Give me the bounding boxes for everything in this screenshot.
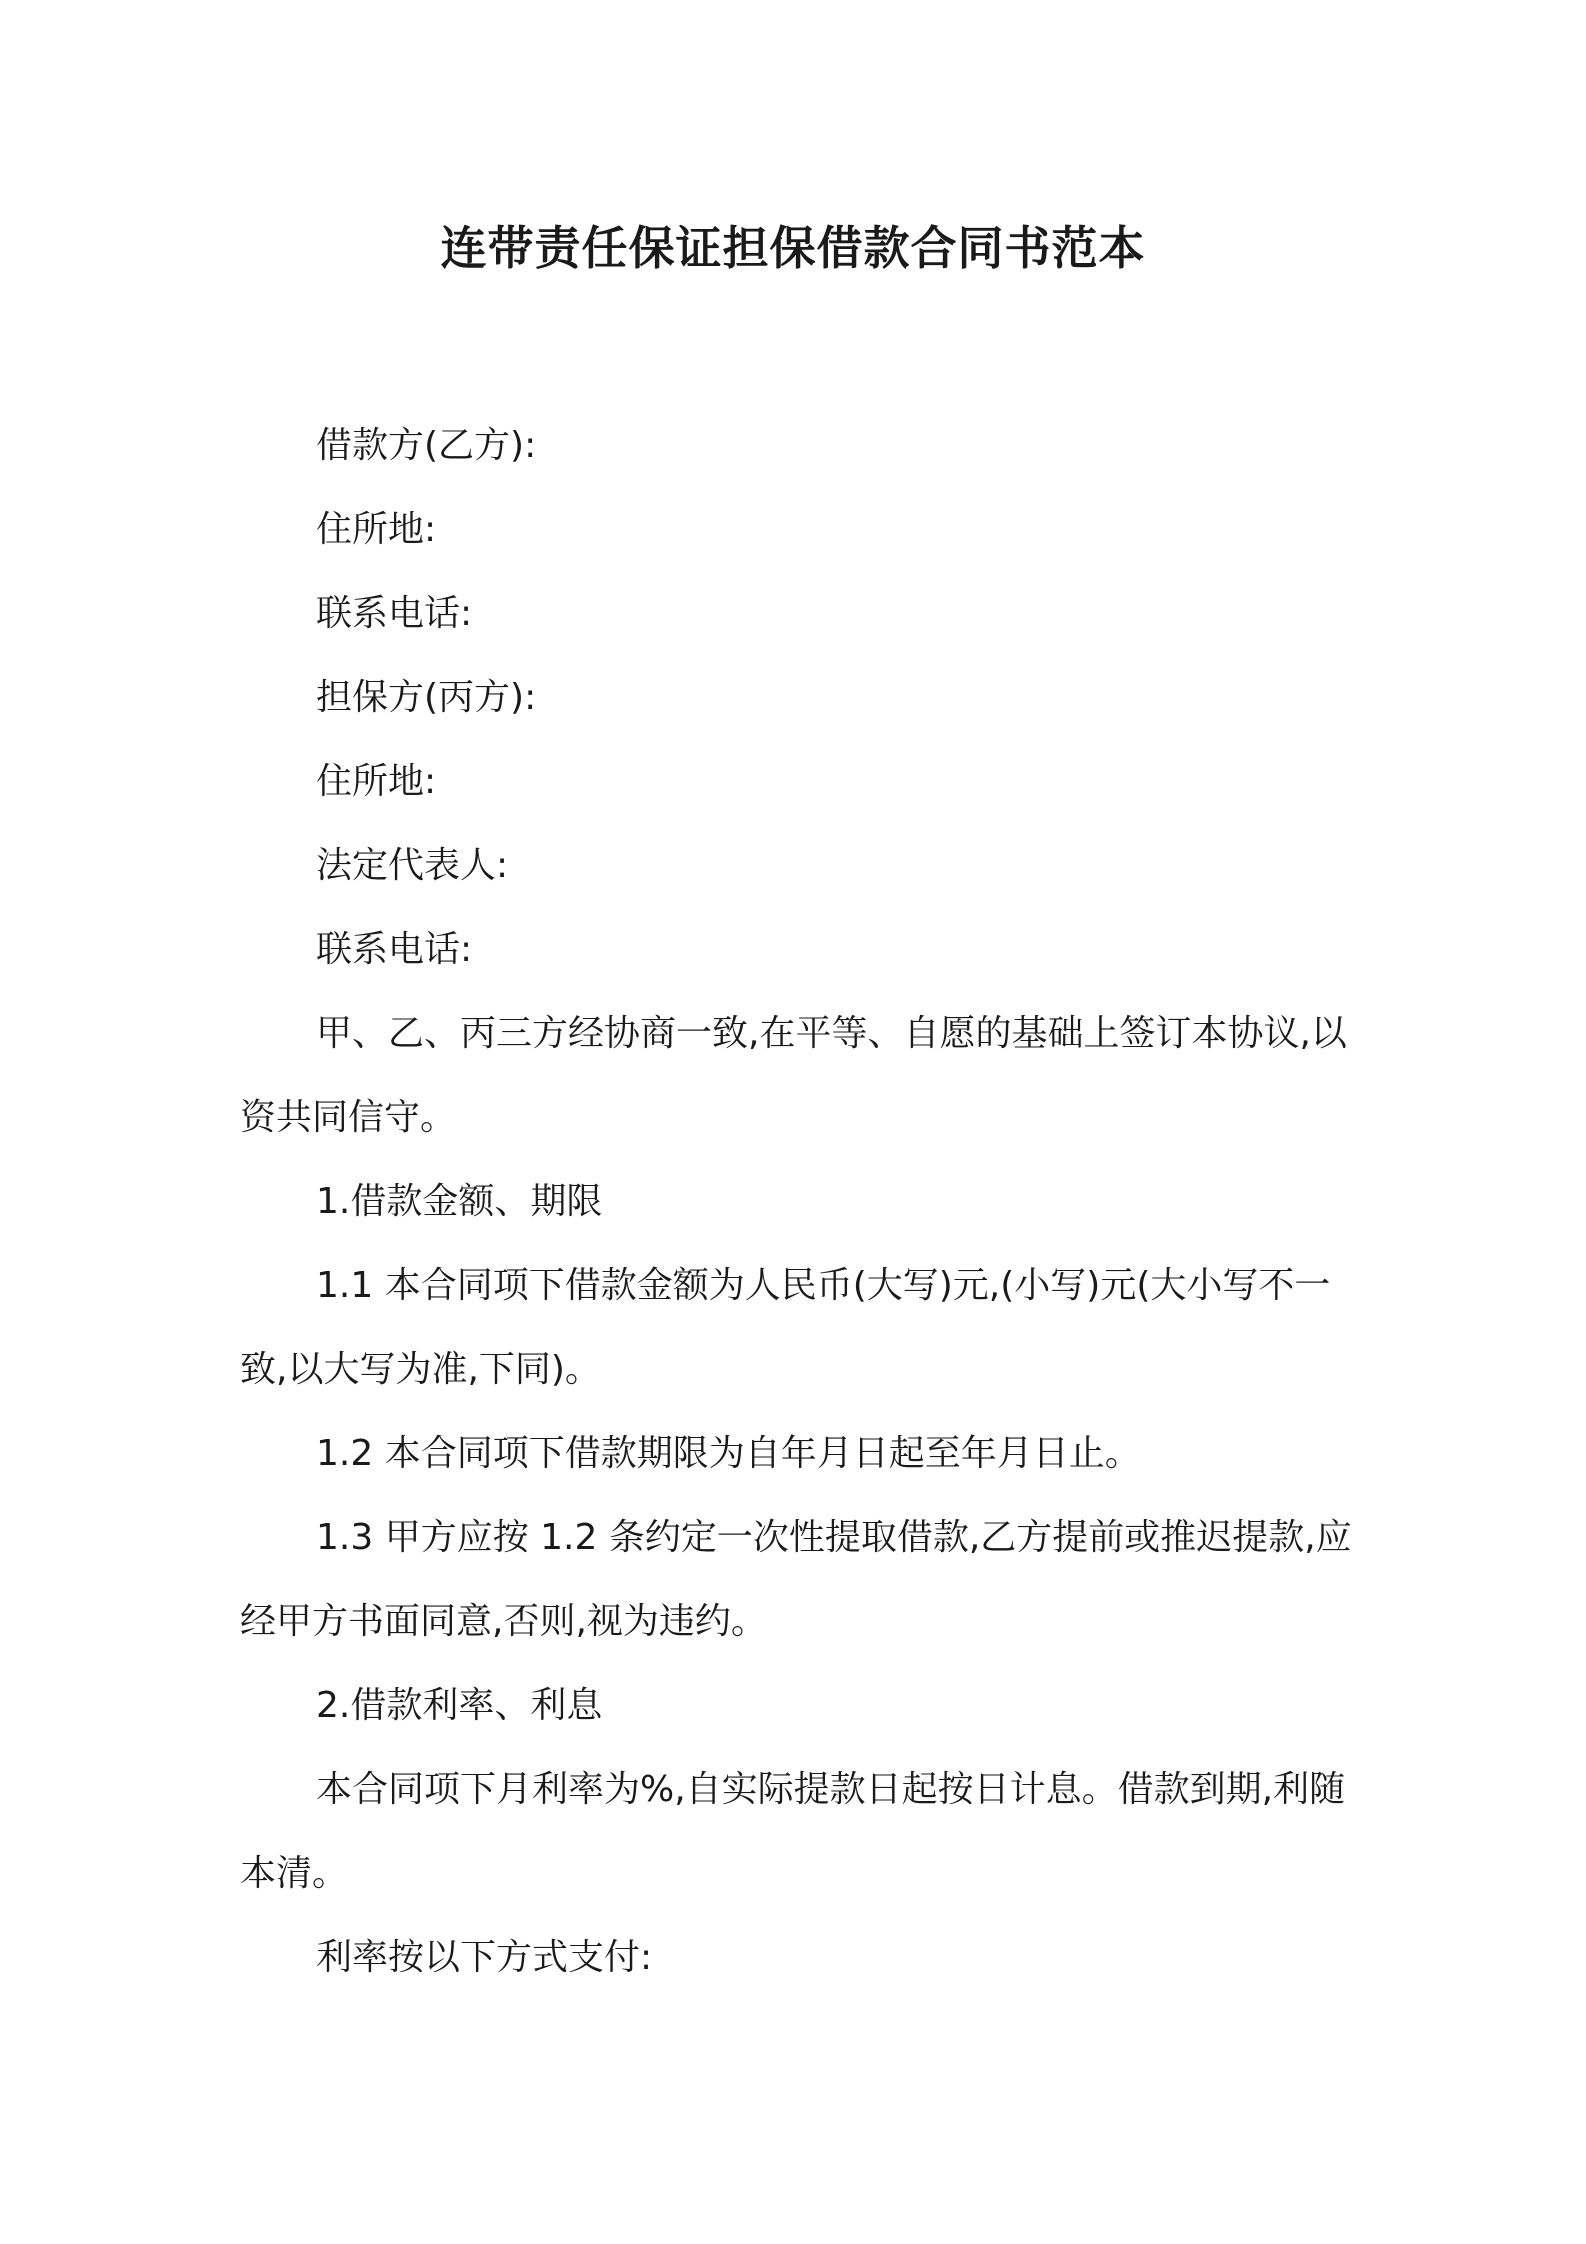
guarantor-legal-rep-field: 法定代表人: <box>316 845 509 886</box>
clause-paragraph: 本合同项下月利率为%,自实际提款日起按日计息。借款到期,利随本清。 <box>240 1769 1346 1894</box>
document-body <box>240 404 1360 2000</box>
borrower-field: 借款方(乙方): <box>316 425 537 466</box>
section-heading: 1.借款金额、期限 <box>316 1181 603 1222</box>
borrower-phone-field: 联系电话: <box>316 593 473 634</box>
clause-paragraph: 利率按以下方式支付: <box>316 1937 653 1978</box>
borrower-address-field: 住所地: <box>316 509 437 550</box>
clause-paragraph: 1.1 本合同项下借款金额为人民币(大写)元,(小写)元(大小写不一致,以大写为准,下同)。 <box>240 1265 1331 1390</box>
agreement-preamble: 甲、乙、丙三方经协商一致,在平等、自愿的基础上签订本协议,以资共同信守。 <box>240 1013 1347 1138</box>
guarantor-phone-field: 联系电话: <box>316 929 473 970</box>
guarantor-field: 担保方(丙方): <box>316 677 537 718</box>
document-title: 连带责任保证担保借款合同书范本 <box>440 221 1146 275</box>
guarantor-address-field: 住所地: <box>316 761 437 802</box>
section-heading: 2.借款利率、利息 <box>316 1685 603 1726</box>
clause-paragraph: 1.3 甲方应按 1.2 条约定一次性提取借款,乙方提前或推迟提款,应经甲方书面同意,否则,视为违约。 <box>240 1517 1352 1642</box>
clause-paragraph: 1.2 本合同项下借款期限为自年月日起至年月日止。 <box>316 1433 1141 1474</box>
